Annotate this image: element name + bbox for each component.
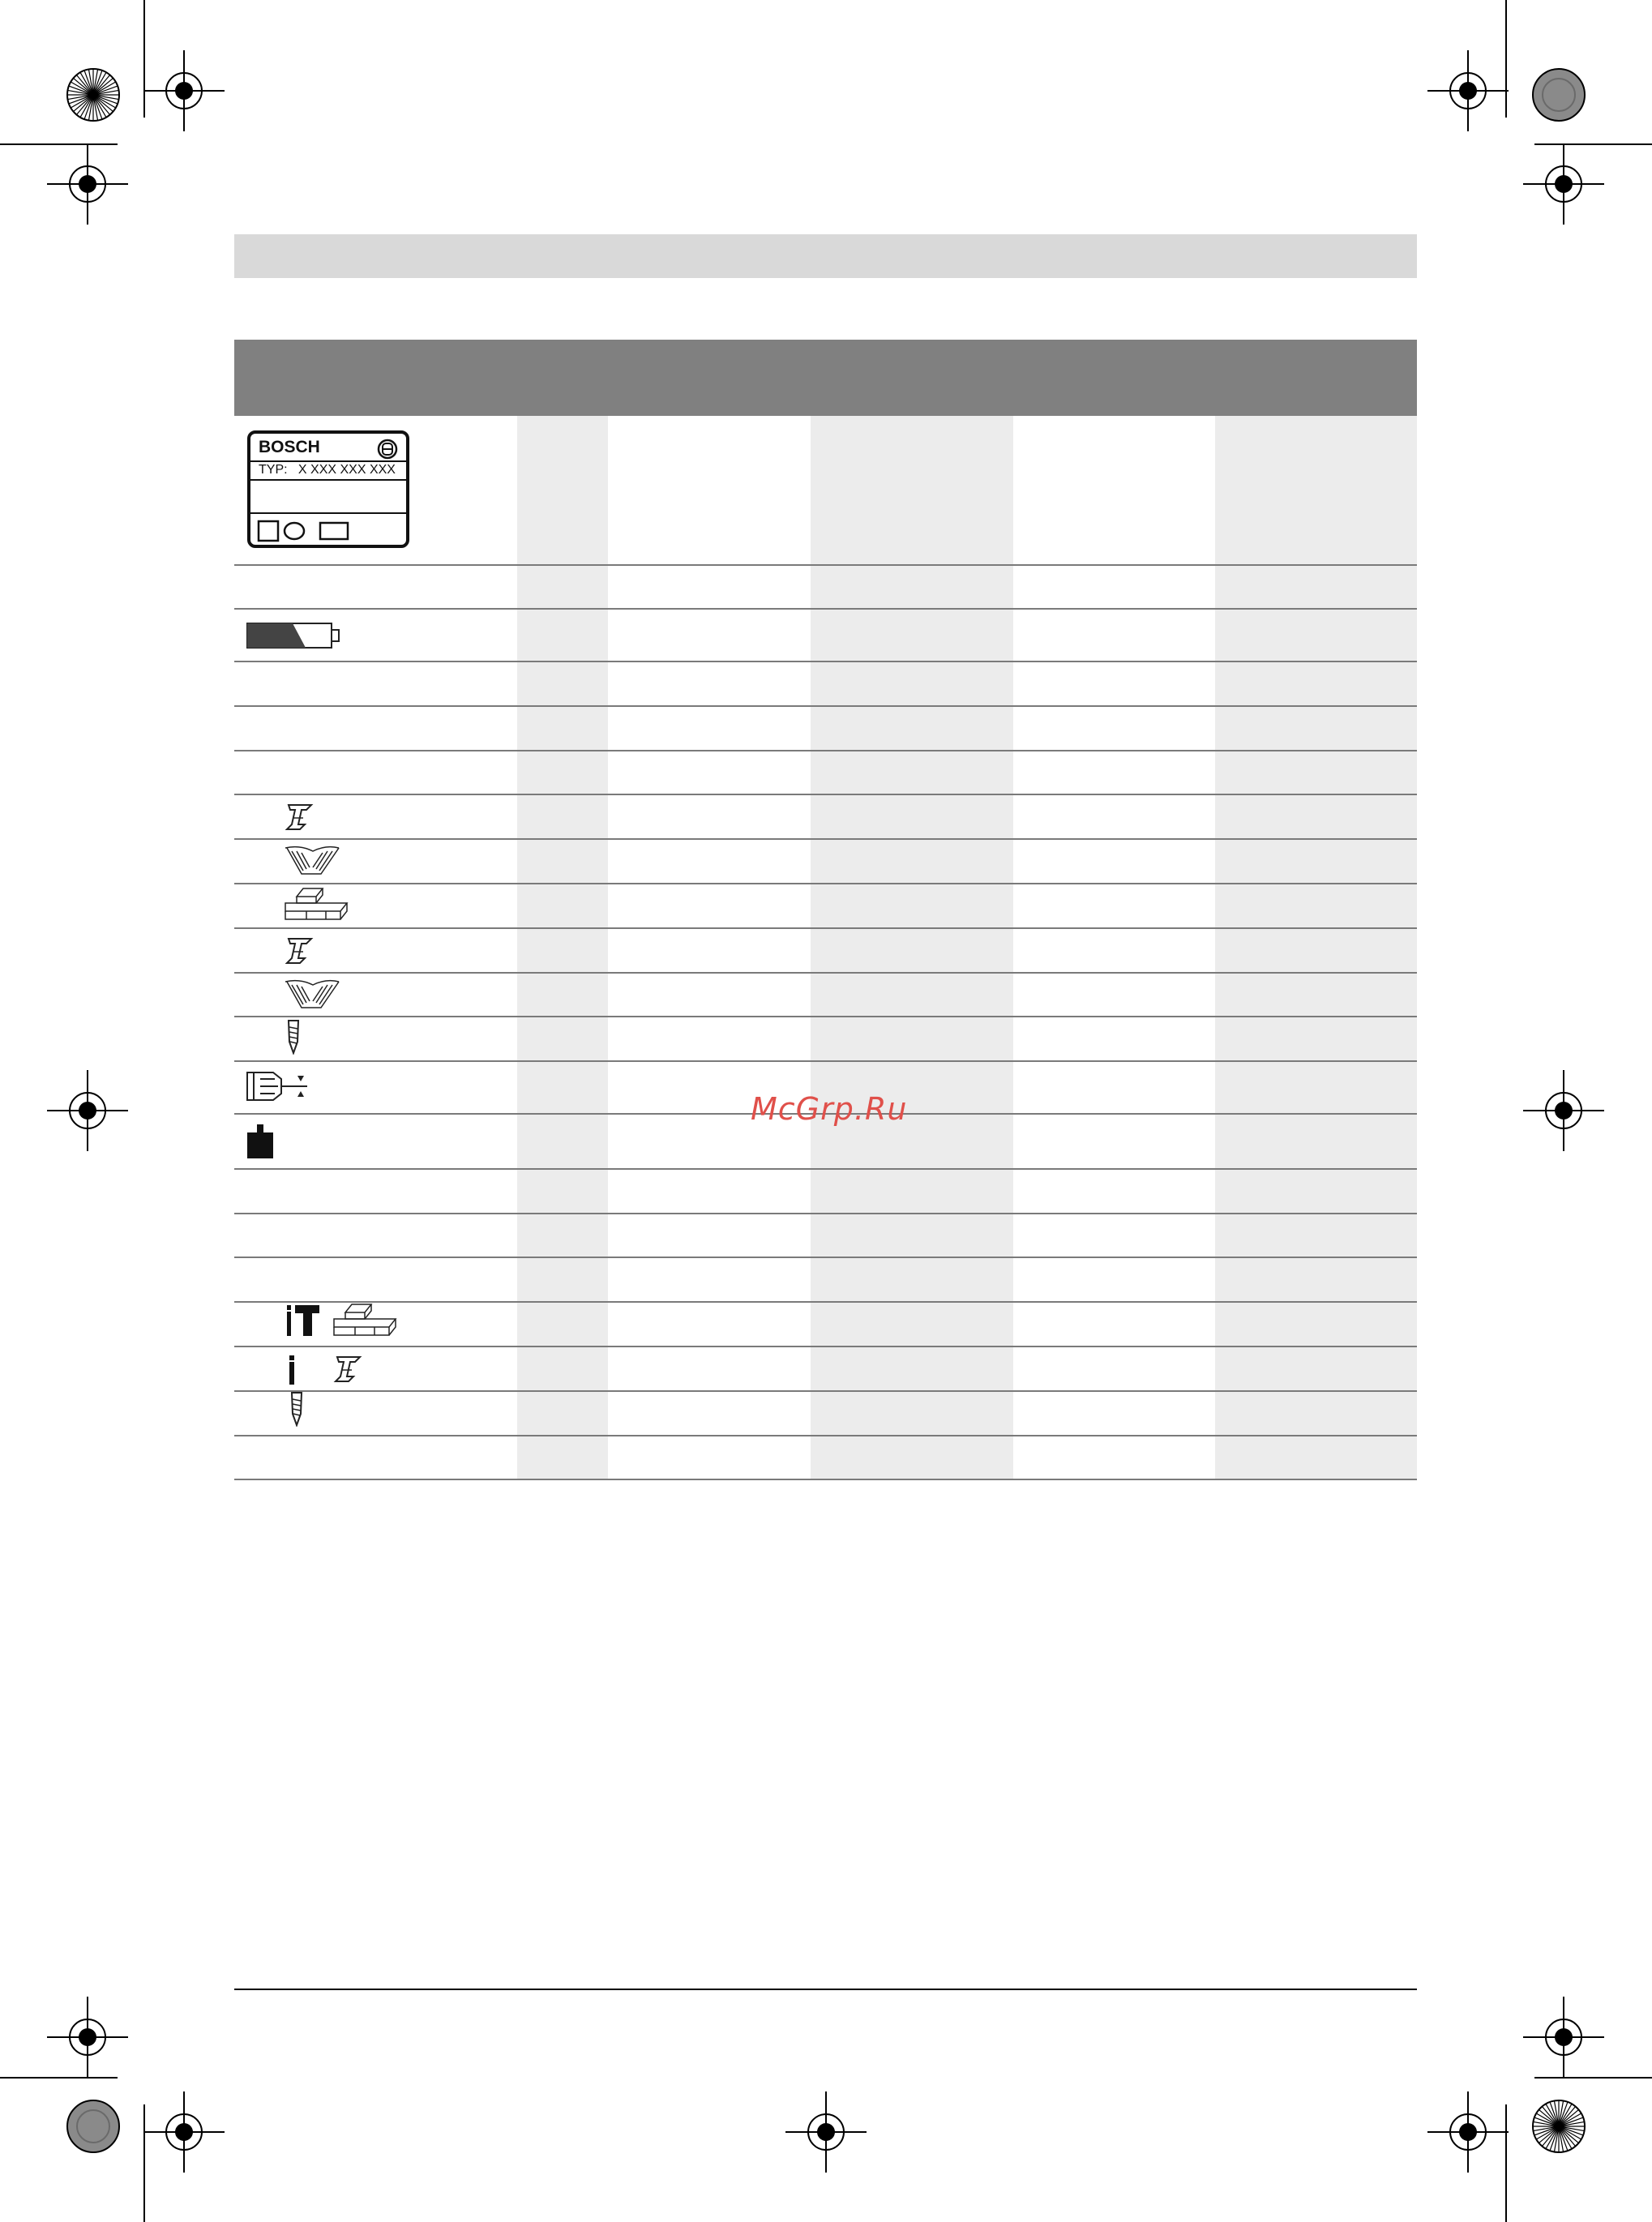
table-row-divider — [234, 608, 1417, 610]
plate-divider — [250, 460, 406, 462]
table-row-divider — [234, 883, 1417, 884]
crosshair-registration-icon — [143, 50, 225, 131]
table-row-divider — [234, 564, 1417, 566]
crosshair-registration-icon — [143, 2091, 225, 2173]
steel-beam-icon — [332, 1352, 365, 1385]
crosshair-registration-icon — [47, 143, 128, 225]
table-row-divider — [234, 927, 1417, 929]
gray-wheel-icon — [65, 2098, 122, 2155]
bosch-logo-icon — [377, 439, 398, 460]
plate-brand: BOSCH — [259, 438, 320, 456]
table-row-divider — [234, 661, 1417, 662]
crosshair-registration-icon — [47, 1997, 128, 2078]
crosshair-registration-icon — [47, 1070, 128, 1151]
approval-marks-icon — [257, 520, 354, 542]
table-row-divider — [234, 1060, 1417, 1062]
battery-charge-icon — [246, 620, 341, 651]
plate-divider — [250, 512, 406, 514]
table-row-divider — [234, 1016, 1417, 1017]
wood-grain-icon — [284, 977, 340, 1011]
starburst-wheel-icon — [65, 66, 122, 123]
table-row-divider — [234, 1301, 1417, 1303]
table-row-divider — [234, 1479, 1417, 1480]
table-row-divider — [234, 705, 1417, 707]
bricks-icon — [284, 885, 349, 921]
crosshair-registration-icon — [1523, 1070, 1604, 1151]
table-row-divider — [234, 838, 1417, 840]
starburst-wheel-icon — [1530, 2098, 1587, 2155]
table-row-divider — [234, 1257, 1417, 1258]
table-row-divider — [234, 1390, 1417, 1392]
table-header — [234, 340, 1417, 416]
drill-chuck-icon — [246, 1069, 310, 1103]
plate-divider — [250, 479, 406, 481]
drill-bit-icon — [287, 1354, 297, 1386]
crosshair-registration-icon — [785, 2091, 867, 2173]
table-column-shade — [517, 416, 608, 1480]
watermark: McGrp.Ru — [751, 1091, 908, 1127]
table-row-divider — [234, 750, 1417, 751]
table-row-divider — [234, 972, 1417, 974]
table-row-divider — [234, 1435, 1417, 1436]
table-row-divider — [234, 794, 1417, 795]
gray-wheel-icon — [1530, 66, 1587, 123]
bricks-icon — [332, 1301, 397, 1337]
table-row-divider — [234, 1213, 1417, 1214]
header-band — [234, 234, 1417, 278]
steel-beam-icon — [284, 934, 316, 966]
crosshair-registration-icon — [1523, 143, 1604, 225]
table-row-divider — [234, 1346, 1417, 1347]
rating-plate — [247, 430, 409, 548]
plate-type: TYP: X XXX XXX XXX — [259, 463, 396, 477]
crosshair-registration-icon — [1427, 50, 1509, 131]
wood-grain-icon — [284, 843, 340, 877]
table-row-divider — [234, 1168, 1417, 1170]
crosshair-registration-icon — [1523, 1997, 1604, 2078]
steel-beam-icon — [284, 800, 316, 833]
screw-icon — [289, 1389, 305, 1427]
hammer-drill-icon — [285, 1304, 321, 1338]
footer-rule — [234, 1989, 1417, 1990]
table-column-shade — [1215, 416, 1417, 1480]
screw-icon — [285, 1017, 302, 1055]
table-column-shade — [811, 416, 1013, 1480]
weight-icon — [246, 1123, 275, 1160]
crosshair-registration-icon — [1427, 2091, 1509, 2173]
